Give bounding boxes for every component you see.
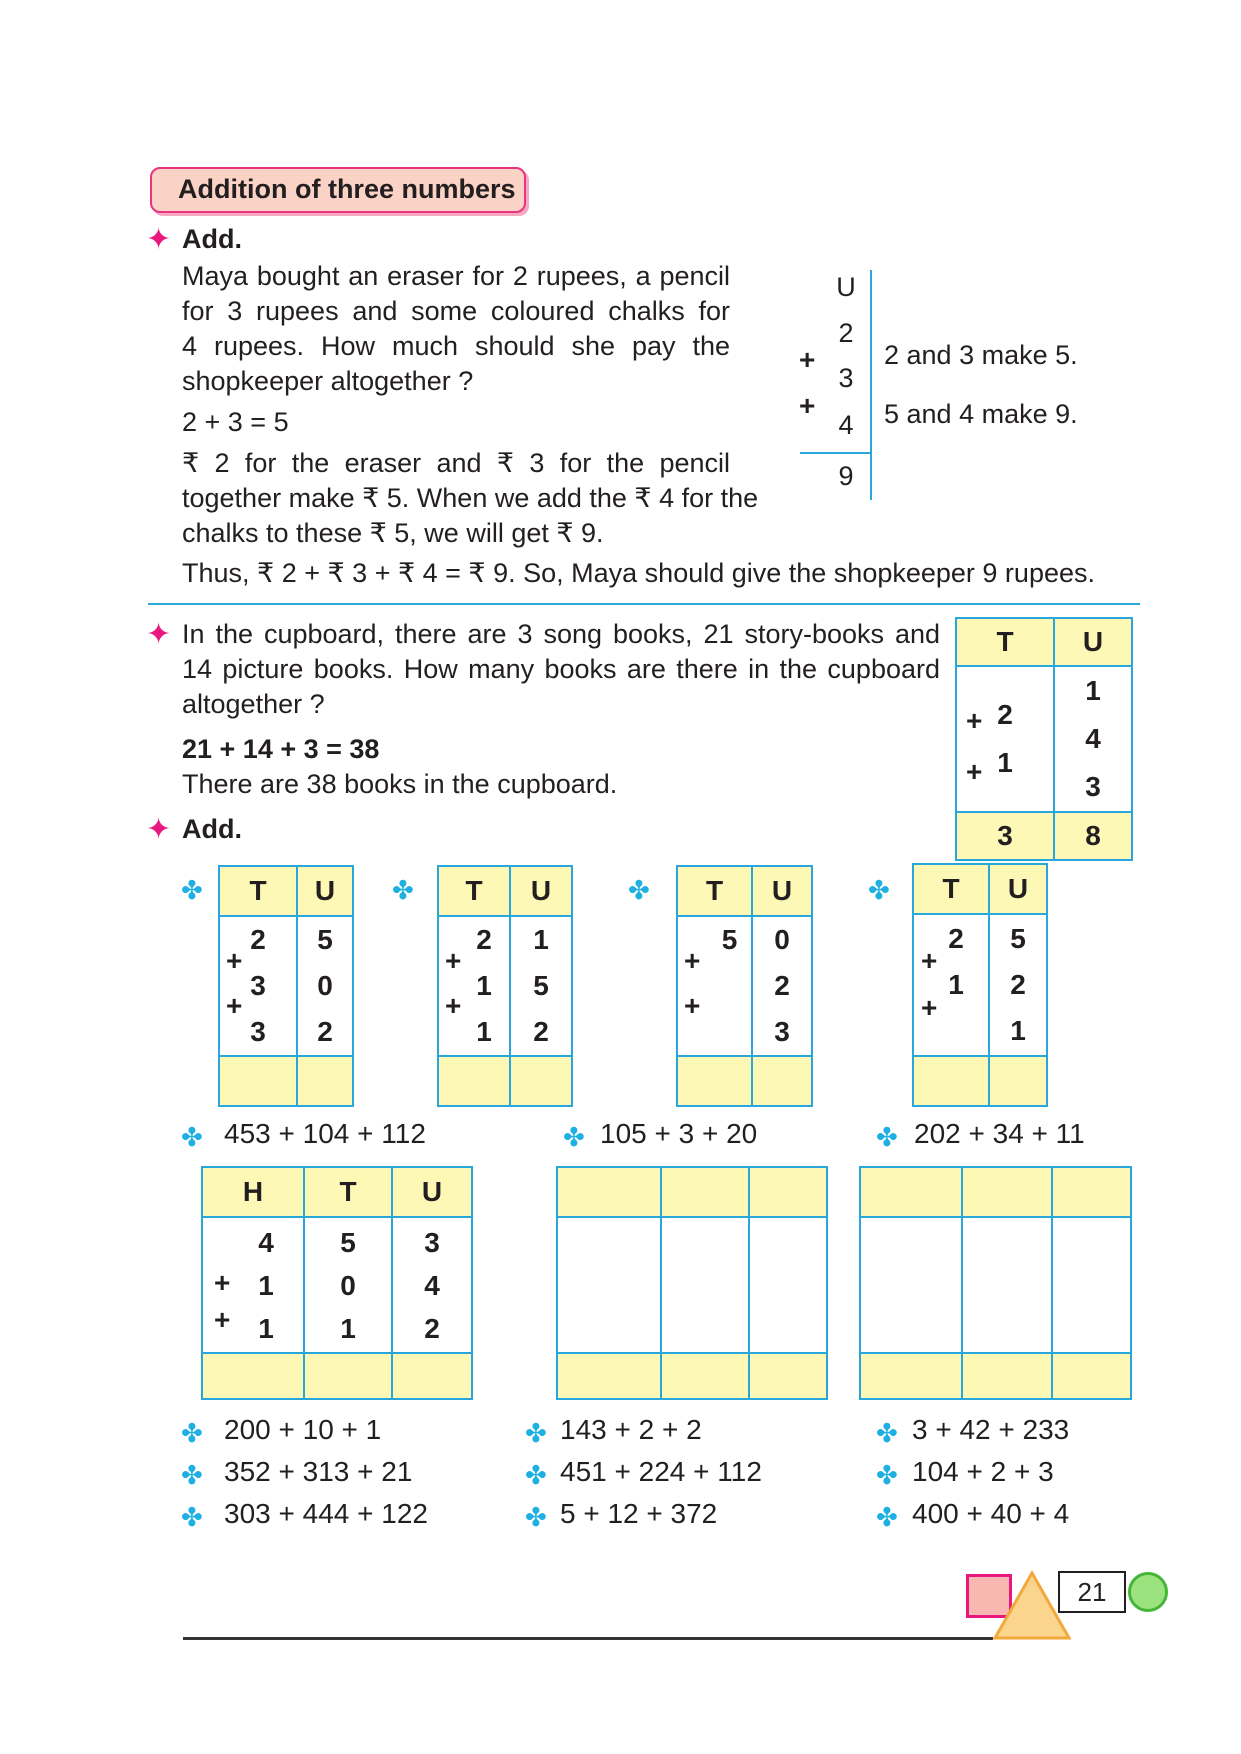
result-cell: 3 [956,812,1054,860]
htu-exercise-table: H T U 4 1 1 5 0 1 3 4 2 [201,1166,473,1400]
addition-expression: 104 + 2 + 3 [912,1456,1054,1487]
htu-empty-table [556,1166,828,1400]
clover-bullet-icon: ✤ [181,1122,203,1152]
clover-bullet-icon: ✤ [876,1460,898,1490]
star-bullet-icon: ✦ [146,813,172,846]
plus-sign: + [684,990,701,1021]
answer-cell[interactable] [510,1056,572,1106]
answer-cell[interactable] [1052,1353,1131,1399]
clover-bullet-icon: ✤ [392,875,414,905]
add-heading: Add. [182,224,242,254]
answer-cell[interactable] [557,1353,661,1399]
plus-sign: + [921,992,938,1023]
answer-cell[interactable] [989,1056,1047,1106]
page-number: 21 [1058,1571,1126,1613]
addition-expression: 451 + 224 + 112 [560,1456,762,1487]
addition-expression: 400 + 40 + 4 [912,1498,1070,1529]
clover-bullet-icon: ✤ [876,1418,898,1448]
plus-sign: + [966,756,983,787]
answer-cell[interactable] [219,1056,297,1106]
plus-sign: + [966,705,983,736]
clover-bullet-icon: ✤ [181,875,203,905]
plus-sign: + [799,344,816,375]
plus-sign: + [445,945,462,976]
result-cell: 8 [1054,812,1132,860]
clover-bullet-icon: ✤ [525,1502,547,1532]
conclusion: Thus, ₹ 2 + ₹ 3 + ₹ 4 = ₹ 9. So, Maya should give the shopkeeper 9 rupees. [182,558,1095,588]
addition-expression: 3 + 42 + 233 [912,1414,1070,1445]
section-title: Addition of three numbers [178,174,516,204]
clover-bullet-icon: ✤ [628,875,650,905]
column-result: 9 [838,461,854,491]
plus-sign: + [214,1267,231,1298]
column-digit: 4 [838,410,854,440]
answer: There are 38 books in the cupboard. [182,769,618,799]
column-note: 2 and 3 make 5. [884,340,1078,370]
answer-cell[interactable] [438,1056,510,1106]
circle-shape-icon [1128,1572,1168,1612]
equation: 21 + 14 + 3 = 38 [182,734,380,764]
answer-cell[interactable] [677,1056,752,1106]
plus-sign: + [799,390,816,421]
htu-empty-table [859,1166,1132,1400]
column-digit: 2 [838,318,854,348]
explanation-line: ₹ 2 for the eraser and ₹ 3 for the pencil [182,448,730,478]
addition-expression: 202 + 34 + 11 [914,1118,1085,1149]
addition-expression: 303 + 444 + 122 [224,1498,428,1529]
explanation-line: together make ₹ 5. When we add the ₹ 4 for the [182,483,759,513]
answer-cell[interactable] [749,1353,827,1399]
clover-bullet-icon: ✤ [563,1122,585,1152]
problem-line: shopkeeper altogether ? [182,366,474,396]
column-digit: 3 [838,363,854,393]
addition-expression: 352 + 313 + 21 [224,1456,413,1487]
addition-expression: 200 + 10 + 1 [224,1414,382,1445]
clover-bullet-icon: ✤ [868,875,890,905]
answer-cell[interactable] [913,1056,989,1106]
plus-sign: + [921,945,938,976]
problem-line: for 3 rupees and some coloured chalks for [182,296,730,326]
tu-exercise-table: T U 5 0 2 3 [676,865,813,1107]
clover-bullet-icon: ✤ [181,1418,203,1448]
addition-expression: 143 + 2 + 2 [560,1414,702,1445]
addition-expression: 5 + 12 + 372 [560,1498,718,1529]
plus-sign: + [226,990,243,1021]
add-heading: Add. [182,814,242,844]
sum-line [800,452,870,454]
column-note: 5 and 4 make 9. [884,399,1078,429]
problem-line: 14 picture books. How many books are there in the cupboard [182,654,940,684]
addition-expression: 453 + 104 + 112 [224,1118,426,1149]
clover-bullet-icon: ✤ [525,1418,547,1448]
plus-sign: + [214,1304,231,1335]
problem-line: altogether ? [182,689,325,719]
answer-cell[interactable] [297,1056,353,1106]
column-header: U [836,272,856,302]
section-divider [148,603,1140,605]
addition-expression: 105 + 3 + 20 [600,1118,758,1149]
plus-sign: + [226,945,243,976]
problem-line: Maya bought an eraser for 2 rupees, a pencil [182,261,730,291]
problem-line: 4 rupees. How much should she pay the [182,331,730,361]
clover-bullet-icon: ✤ [876,1122,898,1152]
clover-bullet-icon: ✤ [525,1460,547,1490]
answer-cell[interactable] [860,1353,962,1399]
problem-line: In the cupboard, there are 3 song books, 21 story-books and [182,619,940,649]
answer-cell[interactable] [752,1056,812,1106]
answer-cell[interactable] [661,1353,749,1399]
explanation-line: chalks to these ₹ 5, we will get ₹ 9. [182,518,604,548]
column-divider [870,270,872,500]
tu-exercise-table: T U 2 1 1 1 5 2 [437,865,573,1107]
answer-cell[interactable] [962,1353,1052,1399]
col-header: U [1054,618,1132,666]
clover-bullet-icon: ✤ [876,1502,898,1532]
section-title-box [150,167,526,213]
clover-bullet-icon: ✤ [181,1502,203,1532]
equation: 2 + 3 = 5 [182,407,289,437]
plus-sign: + [684,945,701,976]
col-header: T [956,618,1054,666]
footer-line [183,1637,993,1640]
tu-exercise-table: T U 2 3 3 5 0 2 [218,865,354,1107]
answer-cell[interactable] [392,1353,472,1399]
clover-bullet-icon: ✤ [181,1460,203,1490]
tu-exercise-table: T U 2 1 5 2 1 [912,863,1048,1107]
plus-sign: + [445,990,462,1021]
tu-table-example: T U 2 1 1 4 3 3 8 [955,617,1133,861]
answer-cell[interactable] [304,1353,392,1399]
star-bullet-icon: ✦ [146,618,172,651]
answer-cell[interactable] [202,1353,304,1399]
star-bullet-icon: ✦ [146,223,172,256]
